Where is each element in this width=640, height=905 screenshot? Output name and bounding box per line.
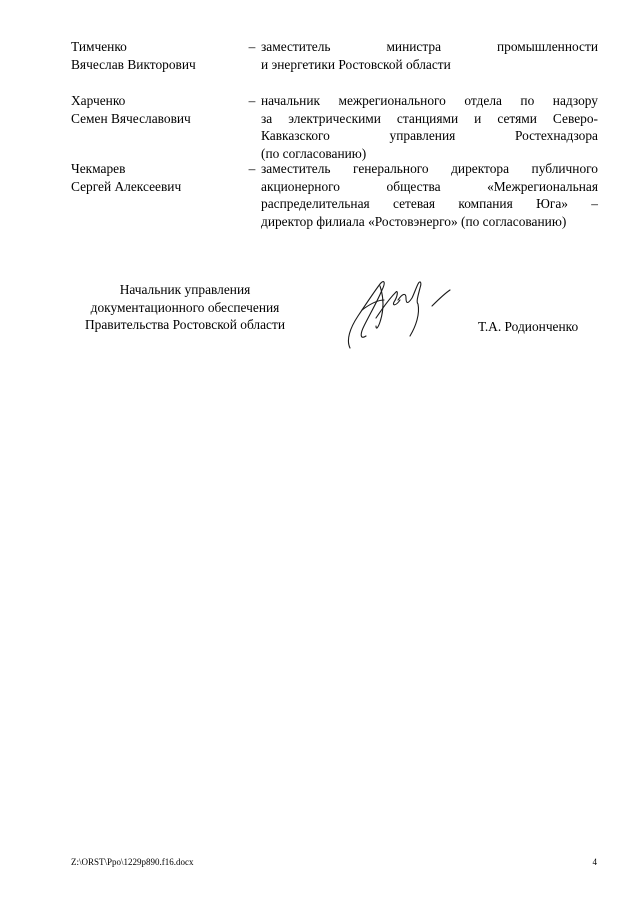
member-role-line: распределительная сетевая компания Юга» –: [261, 196, 598, 211]
member-name: [71, 92, 241, 127]
member-given-names: Семен Вячеславович: [71, 110, 191, 126]
signer-name: Т.А. Родионченко: [478, 319, 579, 334]
member-given-names: Вячеслав Викторович: [71, 56, 196, 72]
member-role-line: и энергетики Ростовской области: [261, 56, 451, 72]
signatory-position-line: Правительства Ростовской области: [84, 317, 286, 332]
member-role-line: за электрическими станциями и сетями Северо-: [261, 110, 598, 126]
signatory-position: [60, 281, 310, 334]
member-role-line: (по согласованию): [261, 145, 367, 161]
file-path: Z:\ORST\Ppo\1229p890.f16.docx: [71, 857, 194, 867]
member-role-line: заместитель министра промышленности: [261, 39, 598, 54]
member-role: [261, 160, 598, 230]
member-dash: –: [248, 93, 256, 108]
member-role-line: заместитель генерального директора публичного: [261, 161, 598, 176]
member-surname: Харченко: [71, 93, 126, 108]
signatory-position-line: документационного обеспечения: [90, 299, 280, 315]
handwritten-signature: [340, 270, 455, 355]
member-dash: –: [248, 161, 256, 176]
member-surname: Тимченко: [71, 39, 127, 54]
page-number: 4: [592, 857, 597, 867]
signatory-position-line: Начальник управления: [119, 282, 251, 297]
member-role-line: директор филиала «Ростовэнерго» (по согласованию): [261, 213, 567, 229]
member-given-names: Сергей Алексеевич: [71, 178, 182, 194]
member-name: [71, 160, 241, 195]
member-dash: –: [248, 39, 256, 54]
member-role-line: акционерного общества «Межрегиональная: [261, 178, 598, 194]
member-surname: Чекмарев: [71, 161, 126, 176]
member-role: [261, 38, 598, 73]
member-role-line: Кавказского управления Ростехнадзора: [261, 128, 598, 143]
member-role-line: начальник межрегионального отдела по надзору: [261, 93, 598, 108]
member-role: [261, 92, 598, 162]
member-name: [71, 38, 241, 73]
